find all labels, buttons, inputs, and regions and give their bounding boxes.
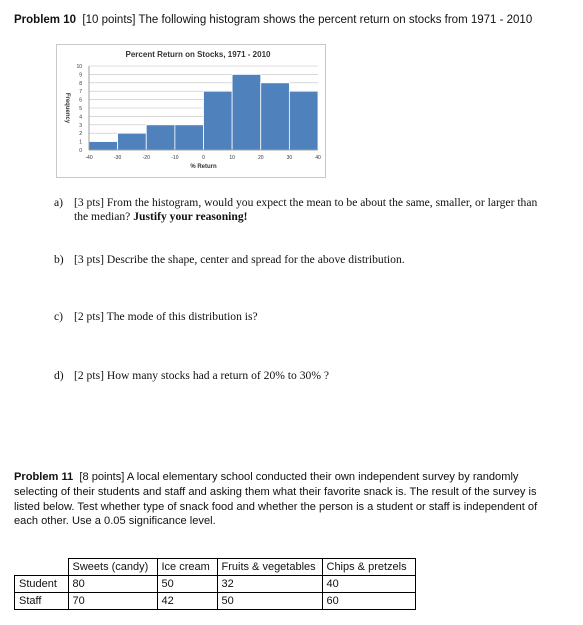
question-b-label: b) <box>54 253 64 266</box>
question-c-points: [2 pts] <box>74 310 104 323</box>
table-header-cell: Sweets (candy) <box>68 559 157 576</box>
x-axis-label: % Return <box>190 164 217 170</box>
table-cell: 50 <box>217 593 322 610</box>
problem-10-number: Problem 10 <box>14 14 76 26</box>
table-cell: 32 <box>217 576 322 593</box>
table-cell: 40 <box>322 576 415 593</box>
question-a <box>54 196 564 224</box>
problem-11-text: A local elementary school conducted their own independent survey by randomly selecting of their students and staff and asking them what their favorite snack is. The result of the survey is listed below. Test whether type of snack food and whether the person is a student or staff is independent of each other. Use a 0.05 significance level. <box>14 471 538 528</box>
y-tick-label: 5 <box>79 106 82 112</box>
question-d-text: How many stocks had a return of 20% to 30% ? <box>106 369 330 382</box>
table-cell: 80 <box>68 576 157 593</box>
y-tick-label: 9 <box>79 72 82 79</box>
y-tick-label: 2 <box>79 131 82 138</box>
table-cell: 60 <box>322 593 415 610</box>
table-cell: 42 <box>157 593 217 610</box>
x-tick-label: 30 <box>286 155 293 161</box>
question-d-points: [2 pts] <box>74 369 104 382</box>
y-tick-label: 10 <box>76 64 82 70</box>
question-c-label: c) <box>54 310 64 323</box>
table-row <box>15 576 416 593</box>
histogram-bar <box>146 125 175 150</box>
x-tick-label: 20 <box>257 155 264 161</box>
question-a-text-continued: the median? <box>74 210 131 223</box>
problem-10-points: [10 points] <box>82 14 136 26</box>
question-a-points: [3 pts] <box>74 196 104 209</box>
question-a-label: a) <box>54 196 64 209</box>
table-row <box>15 593 416 610</box>
x-tick-label: 40 <box>315 155 321 161</box>
table-header-cell: Fruits & vegetables <box>217 559 322 576</box>
table-header-cell: Chips & pretzels <box>322 559 415 576</box>
histogram-bar <box>261 83 290 150</box>
histogram-bar <box>175 125 204 150</box>
y-tick-label: 6 <box>79 97 82 104</box>
question-a-text: From the histogram, would you expect the mean to be about the same, smaller, or larger than <box>106 196 538 209</box>
problem-10-text: The following histogram shows the percent return on stocks from 1971 - 2010 <box>138 14 533 26</box>
x-tick-label: 10 <box>229 155 235 161</box>
question-d <box>54 369 329 383</box>
table-cell: 50 <box>157 576 217 593</box>
problem-11-paragraph <box>14 470 562 529</box>
table-corner-cell <box>15 559 69 576</box>
histogram-bar <box>204 91 233 150</box>
question-b-text: Describe the shape, center and spread for the above distribution. <box>106 253 405 266</box>
snack-survey-table <box>14 558 416 610</box>
row-label-cell: Student <box>15 576 69 593</box>
x-tick-label: 0 <box>202 155 205 161</box>
histogram-svg <box>56 44 326 178</box>
x-tick-label: -20 <box>142 155 150 161</box>
table-header-row <box>15 559 416 576</box>
question-c <box>54 310 258 324</box>
y-tick-label: 0 <box>79 148 82 154</box>
histogram-bar <box>289 91 318 150</box>
problem-10-heading <box>14 14 532 26</box>
question-c-text: The mode of this distribution is? <box>106 310 258 323</box>
histogram-bar <box>232 74 261 150</box>
question-d-label: d) <box>54 369 64 382</box>
problem-11-number: Problem 11 <box>14 471 74 483</box>
chart-title: Percent Return on Stocks, 1971 - 2010 <box>125 50 271 59</box>
histogram-bar <box>118 133 147 150</box>
table-cell: 70 <box>68 593 157 610</box>
row-label-cell: Staff <box>15 593 69 610</box>
y-tick-label: 4 <box>79 114 82 121</box>
table-header-cell: Ice cream <box>157 559 217 576</box>
question-b <box>54 253 405 267</box>
y-tick-label: 8 <box>79 80 82 87</box>
y-tick-label: 7 <box>79 89 82 96</box>
x-tick-label: -40 <box>85 155 93 161</box>
x-tick-label: -10 <box>171 155 179 161</box>
histogram-bar <box>89 142 118 150</box>
x-tick-label: -30 <box>114 155 122 161</box>
question-a-emphasis: Justify your reasoning! <box>133 210 248 223</box>
y-axis-label: Frequency <box>64 92 70 124</box>
histogram-chart <box>56 44 326 178</box>
problem-11-points: [8 points] <box>79 471 125 483</box>
question-b-points: [3 pts] <box>74 253 104 266</box>
y-tick-label: 3 <box>79 122 82 129</box>
y-tick-label: 1 <box>79 139 82 146</box>
